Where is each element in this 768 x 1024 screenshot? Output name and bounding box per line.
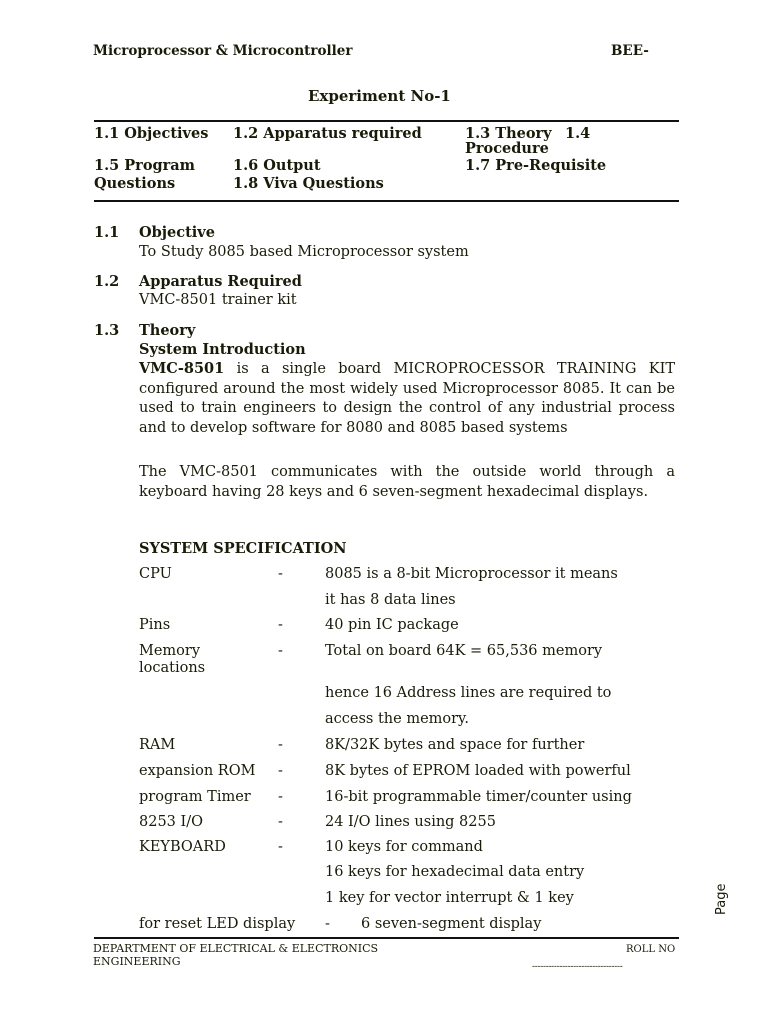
objective-number: 1.1 [94, 224, 120, 241]
footer-department-line1: DEPARTMENT OF ELECTRICAL & ELECTRONICS [93, 942, 379, 955]
theory-number: 1.3 [94, 322, 120, 339]
header-subject: Microprocessor & Microcontroller [93, 43, 353, 59]
spec-heading: SYSTEM SPECIFICATION [139, 540, 347, 557]
spec-value: 10 keys for command [325, 839, 483, 855]
theory-paragraph-1 [139, 359, 675, 438]
spec-value: 16 keys for hexadecimal data entry [325, 864, 585, 880]
footer-department-line2: ENGINEERING [93, 955, 181, 968]
product-name: VMC-8501 [139, 360, 225, 377]
spec-dash: - [278, 617, 283, 633]
spec-dash: - [278, 566, 283, 582]
spec-label: for reset LED display [139, 916, 296, 932]
spec-dash: - [278, 814, 283, 830]
apparatus-text: VMC-8501 trainer kit [139, 292, 297, 308]
spec-label: Memory [139, 643, 201, 659]
apparatus-title: Apparatus Required [139, 273, 302, 290]
toc-program-line1: 1.5 Program [94, 157, 196, 174]
toc-program-line2: Questions [94, 175, 176, 192]
spec-value: 8K bytes of EPROM loaded with powerful [325, 763, 631, 779]
spec-label: 8253 I/O [139, 814, 204, 830]
footer-rule [94, 937, 679, 939]
theory-paragraph-1-text: is a single board MICROPROCESSOR TRAINING KIT configured around the most widely used Microprocessor 8085. It can be used to train engineers to design the control of any industrial process and to develop software for 8080 and 8085 based systems [139, 361, 675, 436]
spec-value: 16-bit programmable timer/counter using [325, 789, 632, 805]
toc-theory: 1.3 Theory [465, 125, 552, 142]
theory-title: Theory [139, 322, 196, 339]
header-course-code: BEE- [611, 43, 649, 59]
spec-value: hence 16 Address lines are required to [325, 685, 612, 701]
spec-label: Pins [139, 617, 171, 633]
spec-label: locations [139, 660, 206, 676]
theory-paragraph-2: The VMC-8501 communicates with the outside world through a keyboard having 28 keys and 6 seven-segment hexadecimal displays. [139, 464, 675, 500]
footer-roll-label: ROLL NO [626, 944, 676, 955]
spec-value: 24 I/O lines using 8255 [325, 814, 496, 830]
spec-label: program Timer [139, 789, 251, 805]
spec-value: 1 key for vector interrupt & 1 key [325, 890, 574, 906]
toc-viva: 1.8 Viva Questions [233, 175, 384, 192]
objective-text: To Study 8085 based Microprocessor system [139, 244, 469, 260]
spec-value: it has 8 data lines [325, 592, 456, 608]
spec-value: 40 pin IC package [325, 617, 459, 633]
toc-apparatus: 1.2 Apparatus required [233, 125, 422, 142]
spec-dash: - [278, 839, 283, 855]
toc-objectives: 1.1 Objectives [94, 125, 209, 142]
spec-dash: - [278, 763, 283, 779]
experiment-title: Experiment No-1 [308, 87, 451, 105]
spec-dash: - [278, 789, 283, 805]
footer-roll-blank: --------------------------------- [532, 962, 623, 972]
spec-value: 8K/32K bytes and space for further [325, 737, 585, 753]
spec-value: 6 seven-segment display [361, 916, 542, 932]
spec-label: RAM [139, 737, 176, 753]
apparatus-number: 1.2 [94, 273, 120, 290]
spec-label: CPU [139, 566, 172, 582]
spec-value: 8085 is a 8-bit Microprocessor it means [325, 566, 618, 582]
spec-value: Total on board 64K = 65,536 memory [325, 643, 603, 659]
page-label: Page [714, 883, 729, 915]
toc-top-rule [94, 120, 679, 122]
spec-dash: - [278, 643, 283, 659]
spec-dash: - [325, 916, 330, 932]
toc-procedure-num: 1.4 [565, 125, 591, 142]
toc-procedure: Procedure [465, 140, 549, 157]
theory-subtitle: System Introduction [139, 341, 306, 358]
spec-value: access the memory. [325, 711, 469, 727]
toc-output: 1.6 Output [233, 157, 321, 174]
spec-label: KEYBOARD [139, 839, 226, 855]
toc-bottom-rule [94, 200, 679, 202]
spec-dash: - [278, 737, 283, 753]
spec-label: expansion ROM [139, 763, 256, 779]
objective-title: Objective [139, 224, 215, 241]
toc-prereq: 1.7 Pre-Requisite [465, 157, 607, 174]
